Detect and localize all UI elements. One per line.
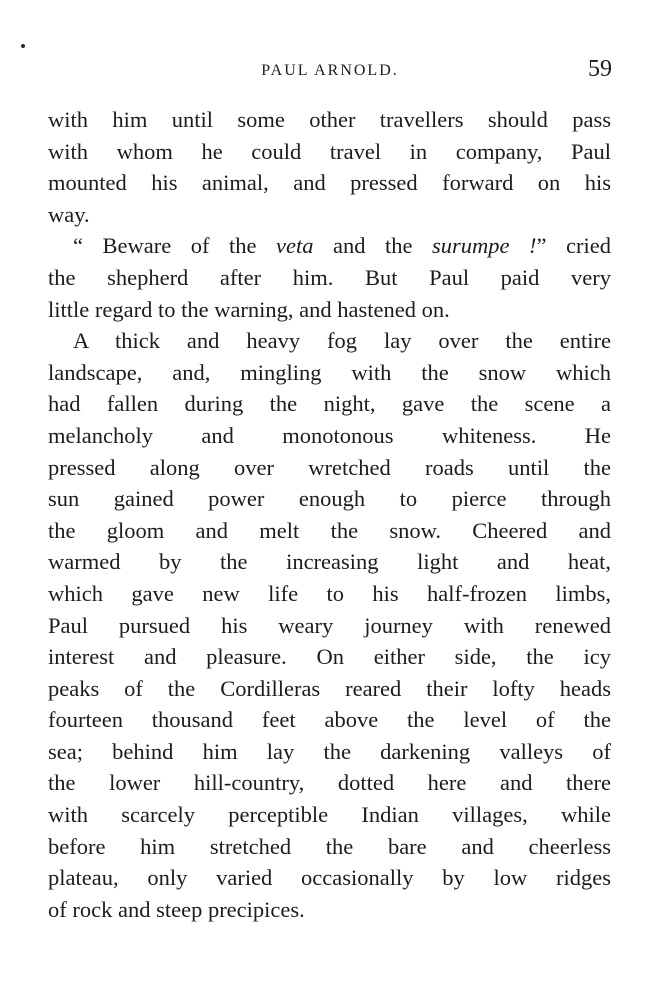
text-line: landscape, and, mingling with the snow which (48, 359, 611, 385)
text-line: fourteen thousand feet above the level of the (48, 707, 611, 733)
text-line: the shepherd after him. But Paul paid very (48, 264, 611, 290)
running-head (48, 56, 612, 86)
text-line: little regard to the warning, and hastened on. (48, 296, 450, 322)
body-text (48, 104, 611, 925)
quote-line-veta: veta (275, 233, 314, 259)
text-line: warmed by the increasing light and heat, (48, 549, 611, 575)
text-line: which gave new life to his half-frozen limbs, (48, 580, 611, 606)
page-number: 59 (588, 56, 612, 82)
text-line: of rock and steep precipices. (48, 896, 305, 922)
text-line: peaks of the Cordilleras reared their lofty heads (48, 675, 611, 701)
quote-line-part: “ Beware of the (73, 233, 276, 259)
text-line: had fallen during the night, gave the scene a (48, 391, 611, 417)
text-line: with him until some other travellers should pass (48, 107, 611, 132)
text-line: interest and pleasure. On either side, the icy (48, 644, 611, 670)
text-line: with scarcely perceptible Indian villages, while (48, 802, 611, 828)
text-line: sun gained power enough to pierce through (48, 486, 611, 512)
text-line: the gloom and melt the snow. Cheered and (48, 517, 611, 543)
text-line: pressed along over wretched roads until the (48, 454, 611, 480)
text-line: melancholy and monotonous whiteness. He (48, 422, 611, 448)
quote-line-part: ” cried (536, 233, 611, 259)
quote-line-surumpe: surumpe ! (432, 233, 537, 259)
text-line: with whom he could travel in company, Paul (48, 138, 611, 164)
quote-line-part: and the (313, 233, 432, 259)
ink-speck (21, 44, 25, 48)
text-line: sea; behind him lay the darkening valleys of (48, 738, 611, 764)
text-line: mounted his animal, and pressed forward on his (48, 170, 611, 196)
text-line: Paul pursued his weary journey with renewed (48, 612, 611, 638)
running-title: PAUL ARNOLD. (261, 62, 399, 79)
text-line: A thick and heavy fog lay over the entire (73, 328, 611, 354)
text-line: plateau, only varied occasionally by low ridges (48, 865, 611, 891)
text-line: way. (48, 201, 90, 227)
text-line: the lower hill-country, dotted here and there (48, 770, 611, 796)
text-line: before him stretched the bare and cheerless (48, 833, 611, 859)
quote-line (48, 230, 611, 262)
